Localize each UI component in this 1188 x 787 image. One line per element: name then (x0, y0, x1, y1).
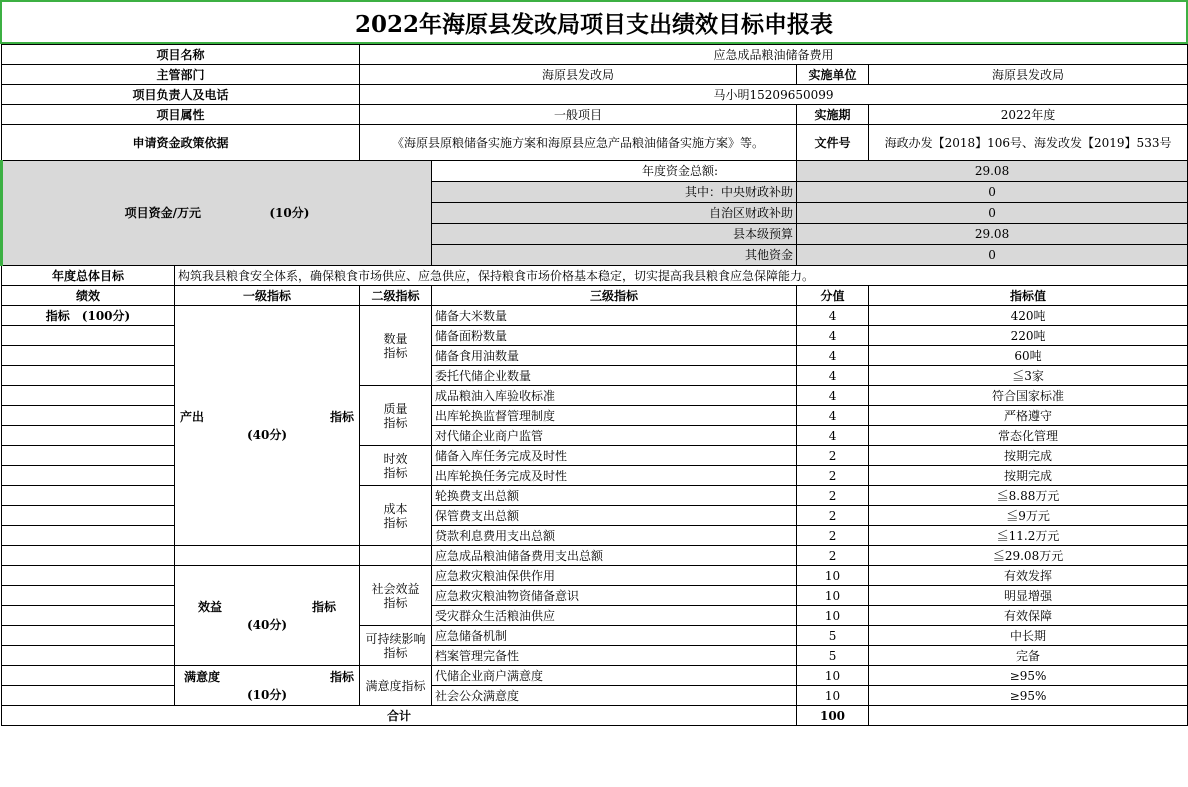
perf-blank (2, 506, 175, 526)
indicator-row (2, 546, 1188, 566)
level2-cost: 成本指标 (360, 486, 432, 546)
indicator-name: 代储企业商户满意度 (432, 666, 797, 686)
dept-value: 海原县发改局 (360, 65, 797, 85)
indicator-row (2, 666, 1188, 686)
header-score: 分值 (797, 286, 869, 306)
impl-unit-label: 实施单位 (797, 65, 869, 85)
indicator-name: 应急救灾粮油物资储备意识 (432, 586, 797, 606)
total-score: 100 (797, 706, 869, 726)
indicator-name: 委托代储企业数量 (432, 366, 797, 386)
total-value-blank (869, 706, 1188, 726)
funds-row-label: 县本级预算 (432, 224, 797, 245)
header-level2: 二级指标 (360, 286, 432, 306)
indicator-name: 储备食用油数量 (432, 346, 797, 366)
indicator-value: ≦11.2万元 (869, 526, 1188, 546)
row-policy (2, 125, 1188, 161)
indicator-score: 10 (797, 606, 869, 626)
indicator-score: 4 (797, 326, 869, 346)
level1-output (175, 306, 360, 546)
funds-label-cell (2, 161, 432, 266)
indicator-name: 储备面粉数量 (432, 326, 797, 346)
perf-blank (2, 646, 175, 666)
indicator-score: 2 (797, 506, 869, 526)
total-label: 合计 (2, 706, 797, 726)
perf-blank (2, 686, 175, 706)
header-level3: 三级指标 (432, 286, 797, 306)
indicator-value: ≥95% (869, 666, 1188, 686)
attr-value: 一般项目 (360, 105, 797, 125)
row-department (2, 65, 1188, 85)
indicator-value: 按期完成 (869, 446, 1188, 466)
doc-value: 海政办发【2018】106号、海发改发【2019】533号 (869, 125, 1188, 161)
row-funds-total (2, 161, 1188, 182)
perf-blank (2, 586, 175, 606)
attr-label: 项目属性 (2, 105, 360, 125)
funds-row-label: 年度资金总额: (432, 161, 797, 182)
indicator-value: ≦3家 (869, 366, 1188, 386)
perf-blank (2, 626, 175, 646)
indicator-value: 明显增强 (869, 586, 1188, 606)
indicator-row (2, 566, 1188, 586)
perf-blank (2, 406, 175, 426)
level1-satisfaction (175, 666, 360, 706)
funds-score: (10分) (269, 206, 310, 220)
period-value: 2022年度 (869, 105, 1188, 125)
funds-row-value: 0 (797, 182, 1188, 203)
indicator-value: ≥95% (869, 686, 1188, 706)
indicator-score: 10 (797, 666, 869, 686)
project-name-value: 应急成品粮油储备费用 (360, 45, 1188, 65)
funds-row-label: 其中：中央财政补助 (432, 182, 797, 203)
indicator-name: 贷款利息费用支出总额 (432, 526, 797, 546)
funds-row-value: 29.08 (797, 161, 1188, 182)
indicator-score: 2 (797, 526, 869, 546)
row-project-name (2, 45, 1188, 65)
indicator-value: 420吨 (869, 306, 1188, 326)
perf-blank (2, 346, 175, 366)
level1-benefit-name: 效益 (198, 599, 223, 614)
perf-blank (2, 526, 175, 546)
perf-blank (2, 466, 175, 486)
funds-row-value: 0 (797, 203, 1188, 224)
indicator-score: 4 (797, 426, 869, 446)
indicator-value: 完备 (869, 646, 1188, 666)
perf-blank (2, 386, 175, 406)
perf-blank (2, 486, 175, 506)
header-value: 指标值 (869, 286, 1188, 306)
perf-blank (2, 606, 175, 626)
funds-label: 项目资金/万元 (124, 206, 201, 220)
level2-quality: 质量指标 (360, 386, 432, 446)
perf-blank (2, 366, 175, 386)
indicator-value: 符合国家标准 (869, 386, 1188, 406)
level2-timeliness: 时效指标 (360, 446, 432, 486)
indicator-value: 有效保障 (869, 606, 1188, 626)
impl-unit-value: 海原县发改局 (869, 65, 1188, 85)
policy-label: 申请资金政策依据 (2, 125, 360, 161)
indicator-value: ≦8.88万元 (869, 486, 1188, 506)
indicator-score: 5 (797, 626, 869, 646)
doc-label: 文件号 (797, 125, 869, 161)
contact-label: 项目负责人及电话 (2, 85, 360, 105)
level2-sustainable: 可持续影响指标 (360, 626, 432, 666)
indicator-score: 4 (797, 346, 869, 366)
level1-output-name: 产出 (180, 409, 205, 424)
level1-satisfaction-name: 满意度 (184, 669, 221, 684)
indicator-value: 中长期 (869, 626, 1188, 646)
indicator-name: 档案管理完备性 (432, 646, 797, 666)
level2-quantity: 数量指标 (360, 306, 432, 386)
level1-blank (175, 546, 360, 566)
level2-social: 社会效益指标 (360, 566, 432, 626)
perf-blank (2, 666, 175, 686)
level1-benefit (175, 566, 360, 666)
goal-label: 年度总体目标 (2, 266, 175, 286)
level1-satisfaction-score: (10分) (246, 687, 288, 702)
funds-row-value: 29.08 (797, 224, 1188, 245)
indicator-score: 4 (797, 406, 869, 426)
row-annual-goal (2, 266, 1188, 286)
indicator-name: 出库轮换任务完成及时性 (432, 466, 797, 486)
indicator-name: 应急成品粮油储备费用支出总额 (432, 546, 797, 566)
indicator-value: ≦29.08万元 (869, 546, 1188, 566)
indicator-value: 常态化管理 (869, 426, 1188, 446)
indicator-value: 220吨 (869, 326, 1188, 346)
indicator-score: 2 (797, 486, 869, 506)
level1-benefit-suffix: 指标 (312, 599, 337, 614)
indicator-value: 有效发挥 (869, 566, 1188, 586)
indicator-row (2, 306, 1188, 326)
level1-output-score: (40分) (246, 427, 288, 442)
project-name-label: 项目名称 (2, 45, 360, 65)
funds-row-label: 其他资金 (432, 245, 797, 266)
indicator-name: 保管费支出总额 (432, 506, 797, 526)
indicator-name: 对代储企业商户监管 (432, 426, 797, 446)
indicator-value: ≦9万元 (869, 506, 1188, 526)
indicator-name: 应急储备机制 (432, 626, 797, 646)
level2-satisfaction: 满意度指标 (360, 666, 432, 706)
row-headers (2, 286, 1188, 306)
indicator-name: 受灾群众生活粮油供应 (432, 606, 797, 626)
goal-text: 构筑我县粮食安全体系，确保粮食市场供应、应急供应，保持粮食市场价格基本稳定，切实提高我县粮食应急保障能力。 (175, 266, 1188, 286)
funds-row-value: 0 (797, 245, 1188, 266)
indicator-value: 按期完成 (869, 466, 1188, 486)
header-level1: 一级指标 (175, 286, 360, 306)
level1-satisfaction-suffix: 指标 (330, 669, 355, 684)
report-table (0, 44, 1188, 726)
indicator-score: 4 (797, 386, 869, 406)
level2-blank (360, 546, 432, 566)
indicator-name: 应急救灾粮油保供作用 (432, 566, 797, 586)
policy-value: 《海原县原粮储备实施方案和海原县应急产品粮油储备实施方案》等。 (360, 125, 797, 161)
indicator-score: 2 (797, 446, 869, 466)
indicator-score: 10 (797, 686, 869, 706)
indicator-score: 2 (797, 546, 869, 566)
indicator-value: 60吨 (869, 346, 1188, 366)
indicator-value: 严格遵守 (869, 406, 1188, 426)
indicator-name: 储备入库任务完成及时性 (432, 446, 797, 466)
report-title: 2022年海原县发改局项目支出绩效目标申报表 (0, 0, 1188, 44)
indicator-name: 轮换费支出总额 (432, 486, 797, 506)
dept-label: 主管部门 (2, 65, 360, 85)
row-contact (2, 85, 1188, 105)
indicator-name: 社会公众满意度 (432, 686, 797, 706)
indicator-score: 4 (797, 306, 869, 326)
perf-blank (2, 326, 175, 346)
row-attribute (2, 105, 1188, 125)
perf-blank (2, 566, 175, 586)
perf-blank (2, 546, 175, 566)
level1-benefit-score: (40分) (246, 617, 288, 632)
indicator-score: 4 (797, 366, 869, 386)
funds-row-label: 自治区财政补助 (432, 203, 797, 224)
perf-blank (2, 426, 175, 446)
period-label: 实施期 (797, 105, 869, 125)
indicator-name: 储备大米数量 (432, 306, 797, 326)
indicator-name: 成品粮油入库验收标准 (432, 386, 797, 406)
indicator-score: 2 (797, 466, 869, 486)
header-perf: 绩效 (2, 286, 175, 306)
perf-blank (2, 446, 175, 466)
indicator-score: 10 (797, 566, 869, 586)
indicator-score: 5 (797, 646, 869, 666)
indicator-name: 出库轮换监督管理制度 (432, 406, 797, 426)
perf-label: 指标 (100分) (2, 306, 175, 326)
contact-value: 马小明15209650099 (360, 85, 1188, 105)
indicator-score: 10 (797, 586, 869, 606)
level1-output-suffix: 指标 (330, 409, 355, 424)
row-total (2, 706, 1188, 726)
